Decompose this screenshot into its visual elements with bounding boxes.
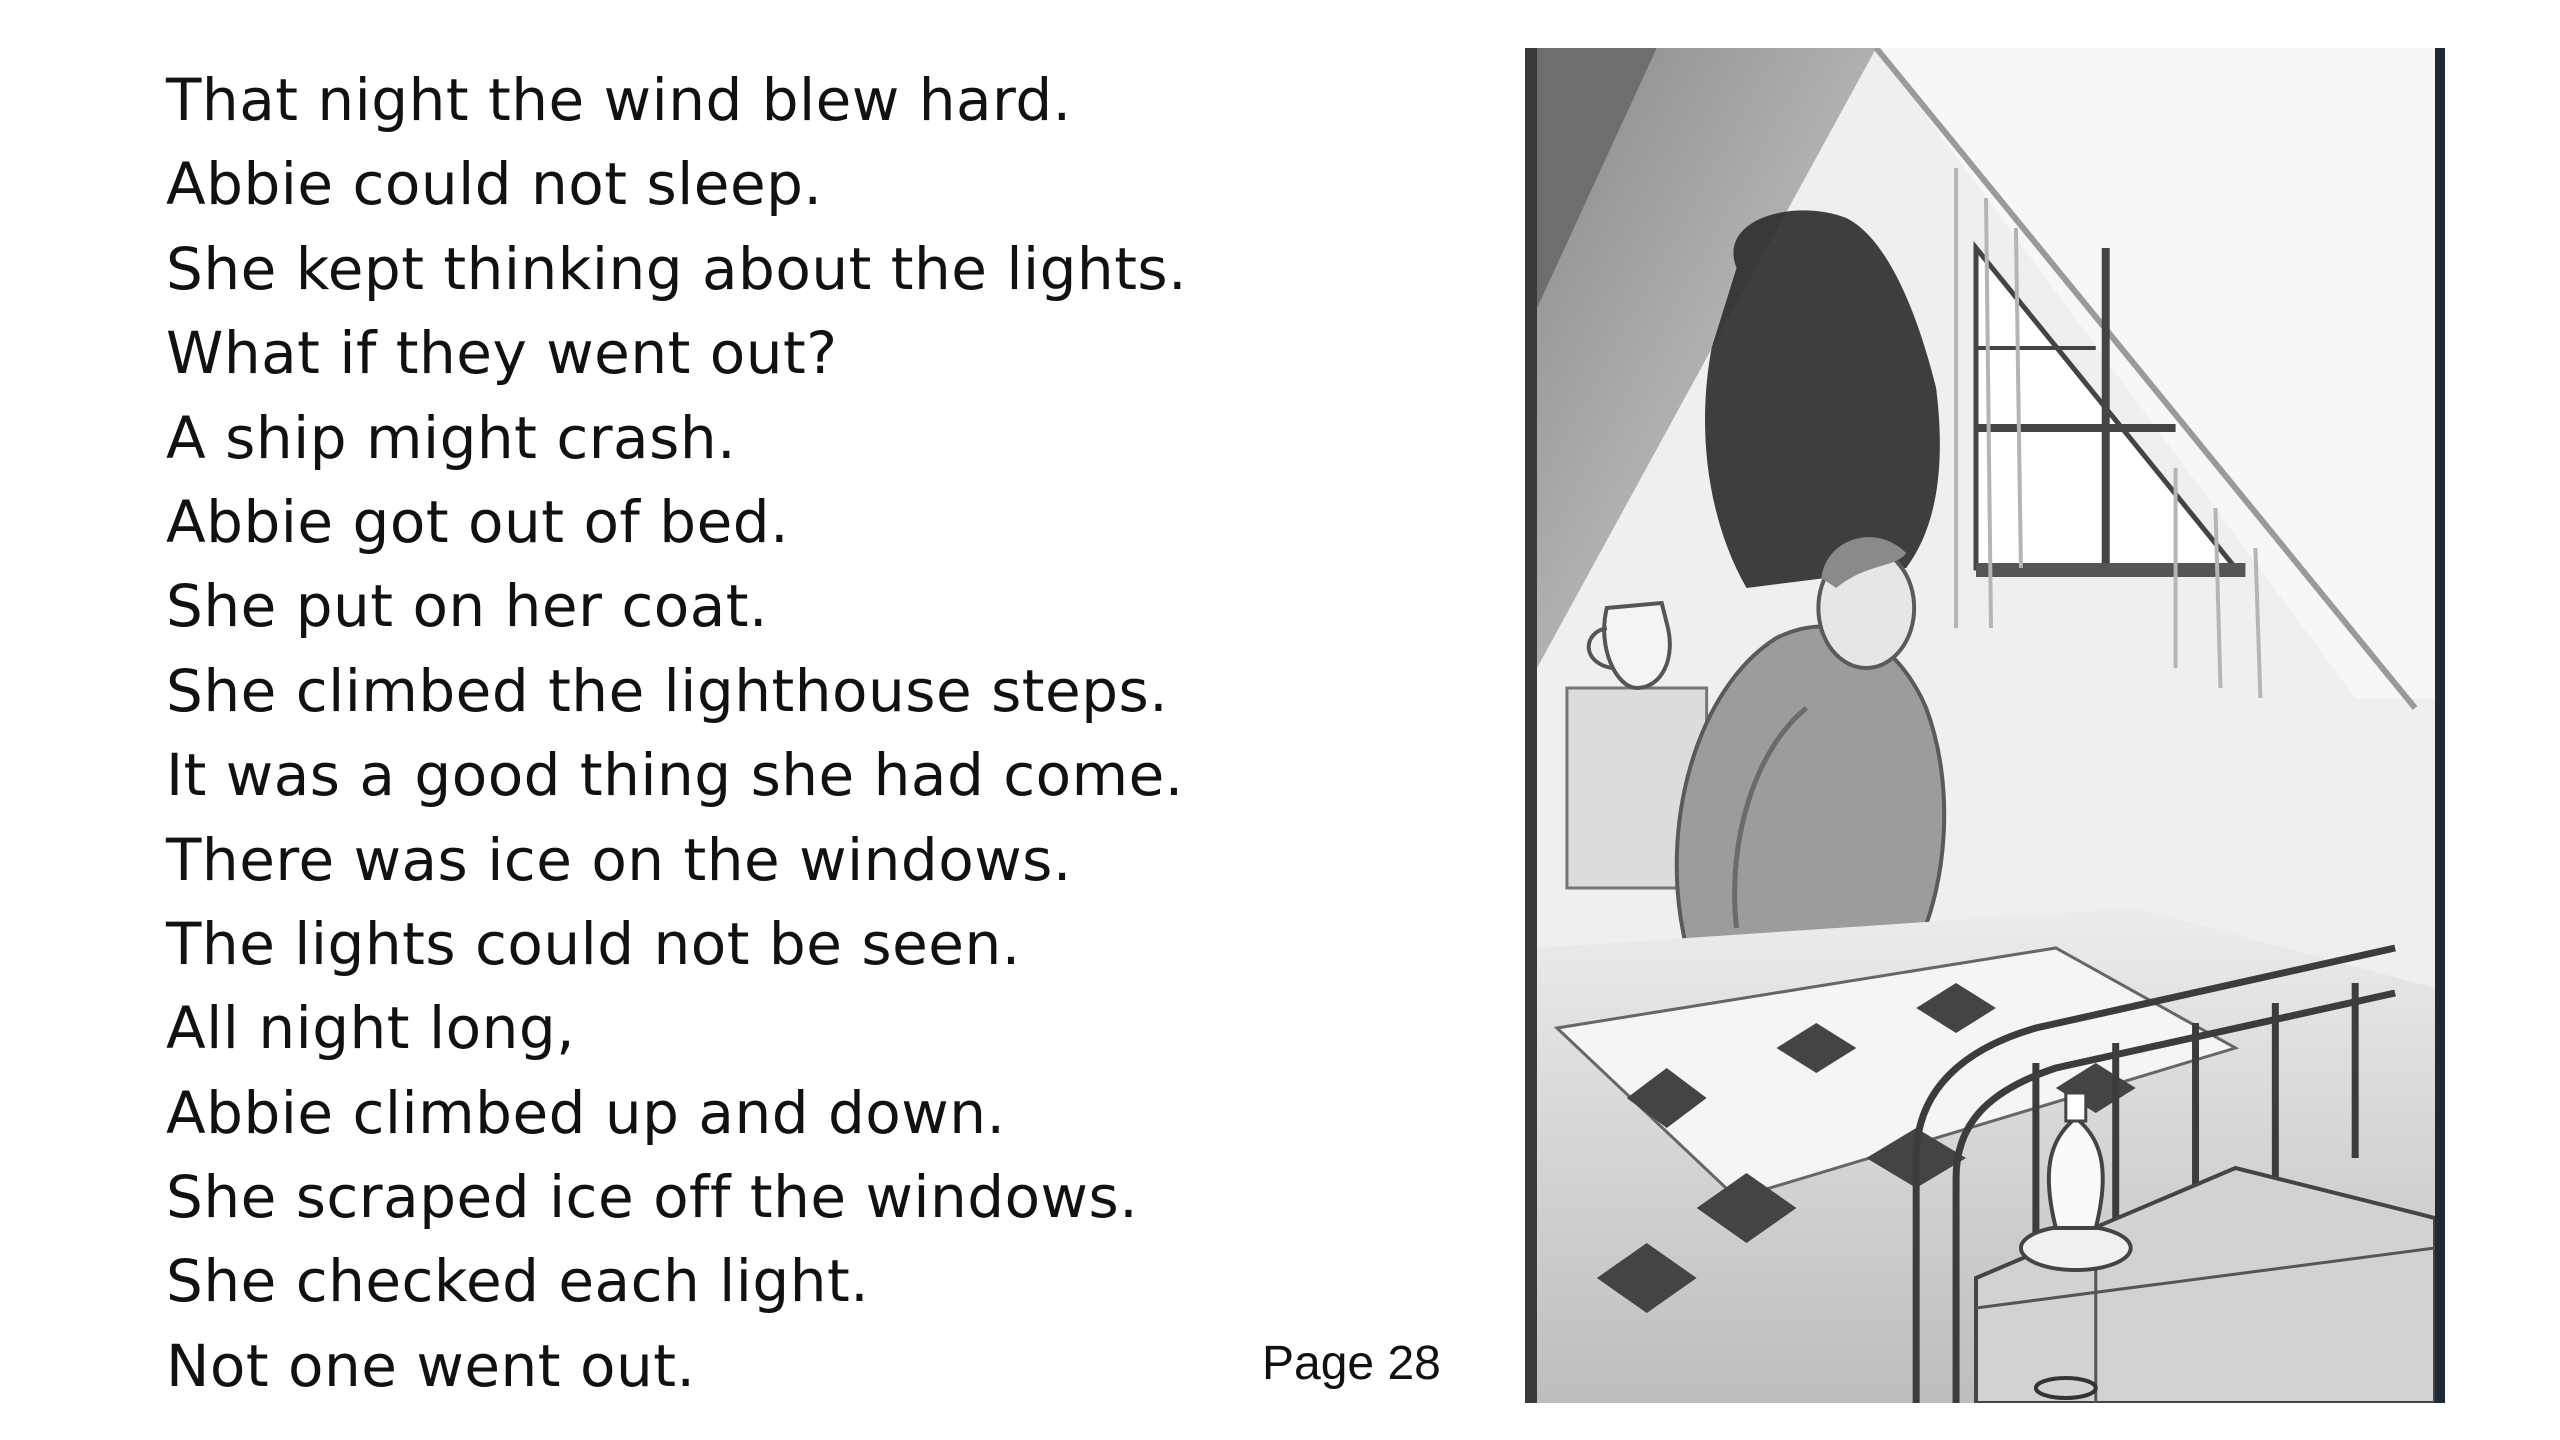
illustration-drawing [1537,48,2435,1403]
story-line: The lights could not be seen. [166,909,1021,978]
story-line: She kept thinking about the lights. [166,234,1188,303]
page-number: Page 28 [1262,1337,1441,1390]
story-line: There was ice on the windows. [166,825,1072,894]
story-line: She checked each light. [166,1247,870,1316]
story-line: Abbie climbed up and down. [166,1078,1006,1147]
story-line: It was a good thing she had come. [166,741,1184,810]
story-line: Abbie could not sleep. [166,150,823,219]
story-line: She scraped ice off the windows. [166,1163,1139,1232]
story-line: A ship might crash. [166,403,737,472]
story-line: That night the wind blew hard. [166,66,1072,134]
story-line: Not one went out. [166,1331,696,1400]
illustration [1525,48,2445,1403]
story-line: What if they went out? [166,319,838,388]
story-line: She put on her coat. [166,572,768,641]
story-line: She climbed the lighthouse steps. [166,656,1169,725]
story-line: Abbie got out of bed. [166,487,790,556]
story-line: All night long, [166,994,576,1063]
story-text [166,58,1187,1408]
